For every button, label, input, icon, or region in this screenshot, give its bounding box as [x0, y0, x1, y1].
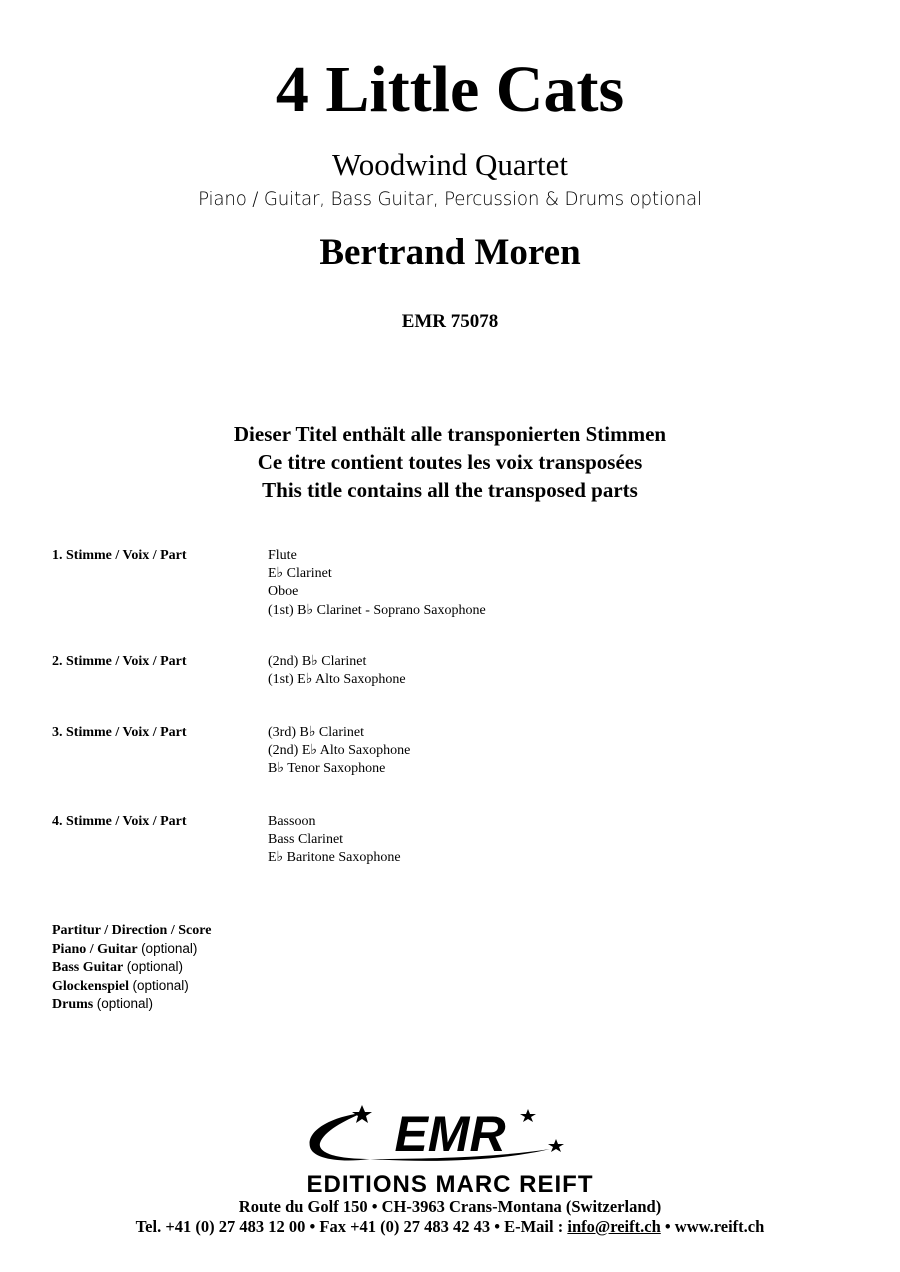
part-4-instrument: Bass Clarinet [268, 832, 344, 848]
part-2-instruments [268, 653, 406, 689]
composer-name: Bertrand Moren [319, 232, 581, 273]
publisher-name: EDITIONS MARC REIFT [306, 1171, 594, 1198]
extra-item-name: Partitur / Direction / Score [52, 923, 212, 938]
extra-item-note: (optional) [96, 996, 154, 1012]
part-1-instrument: Oboe [268, 584, 299, 600]
star-icon [548, 1139, 564, 1152]
contact-phone-fax: Tel. +41 (0) 27 483 12 00 • Fax +41 (0) 27 483 42 43 • E-Mail : [135, 1217, 568, 1236]
part-1-instrument: (1st) B♭ Clarinet - Soprano Saxophone [268, 602, 486, 618]
notice-german: Dieser Titel enthält alle transponierten Stimmen [233, 422, 667, 446]
part-4-instrument: E♭ Baritone Saxophone [268, 850, 401, 866]
extra-item-note: (optional) [141, 940, 198, 956]
extra-item-name: Drums [52, 997, 94, 1013]
extra-item-drums [52, 995, 211, 1014]
piece-title: 4 Little Cats [275, 53, 625, 126]
part-2-instrument: (2nd) B♭ Clarinet [268, 654, 367, 669]
part-2-label: 2. Stimme / Voix / Part [52, 654, 187, 669]
transposed-parts-notice [0, 420, 900, 504]
extra-item-piano-guitar [52, 940, 211, 959]
instrumentation-line: Piano / Guitar, Bass Guitar, Percussion & Drums optional [198, 188, 702, 210]
extra-item-glockenspiel [52, 977, 211, 996]
extra-item-score [52, 922, 211, 940]
notice-french: Ce titre contient toutes les voix transposées [257, 450, 643, 474]
publisher-address: Route du Golf 150 • CH-3963 Crans-Montana (Switzerland) [238, 1197, 662, 1216]
part-3-instrument: (3rd) B♭ Clarinet [268, 725, 365, 740]
catalog-number: EMR 75078 [401, 311, 499, 332]
part-3-instruments [268, 724, 410, 779]
part-1-label: 1. Stimme / Voix / Part [52, 548, 187, 563]
optional-parts-list [52, 922, 211, 1014]
part-1-instruments [268, 547, 486, 620]
part-3-label: 3. Stimme / Voix / Part [52, 725, 187, 740]
part-4-instrument: Bassoon [268, 814, 316, 829]
notice-english: This title contains all the transposed parts [262, 478, 638, 502]
logo-swoosh [310, 1113, 370, 1161]
extra-item-bass-guitar [52, 958, 211, 977]
part-3-instrument: B♭ Tenor Saxophone [268, 761, 386, 777]
extra-item-name: Bass Guitar [52, 960, 124, 976]
ensemble-subtitle: Woodwind Quartet [332, 147, 568, 182]
extra-item-note: (optional) [132, 977, 189, 993]
part-3-instrument: (2nd) E♭ Alto Saxophone [268, 743, 411, 759]
part-4-instruments [268, 813, 401, 868]
extra-item-name: Glockenspiel [52, 978, 130, 994]
star-icon [520, 1109, 536, 1122]
part-4-label: 4. Stimme / Voix / Part [52, 814, 187, 829]
logo-lettering: EMR [394, 1106, 506, 1162]
part-2-instrument: (1st) E♭ Alto Saxophone [268, 672, 406, 688]
email-link[interactable]: info@reift.ch [567, 1217, 661, 1236]
emr-logo [300, 1103, 600, 1175]
star-icon [352, 1105, 372, 1123]
part-1-instrument: Flute [268, 548, 297, 563]
extra-item-name: Piano / Guitar [52, 941, 138, 957]
contact-website: • www.reift.ch [660, 1217, 765, 1236]
publisher-contact [0, 1217, 900, 1237]
extra-item-note: (optional) [126, 959, 183, 975]
part-1-instrument: E♭ Clarinet [268, 566, 332, 582]
